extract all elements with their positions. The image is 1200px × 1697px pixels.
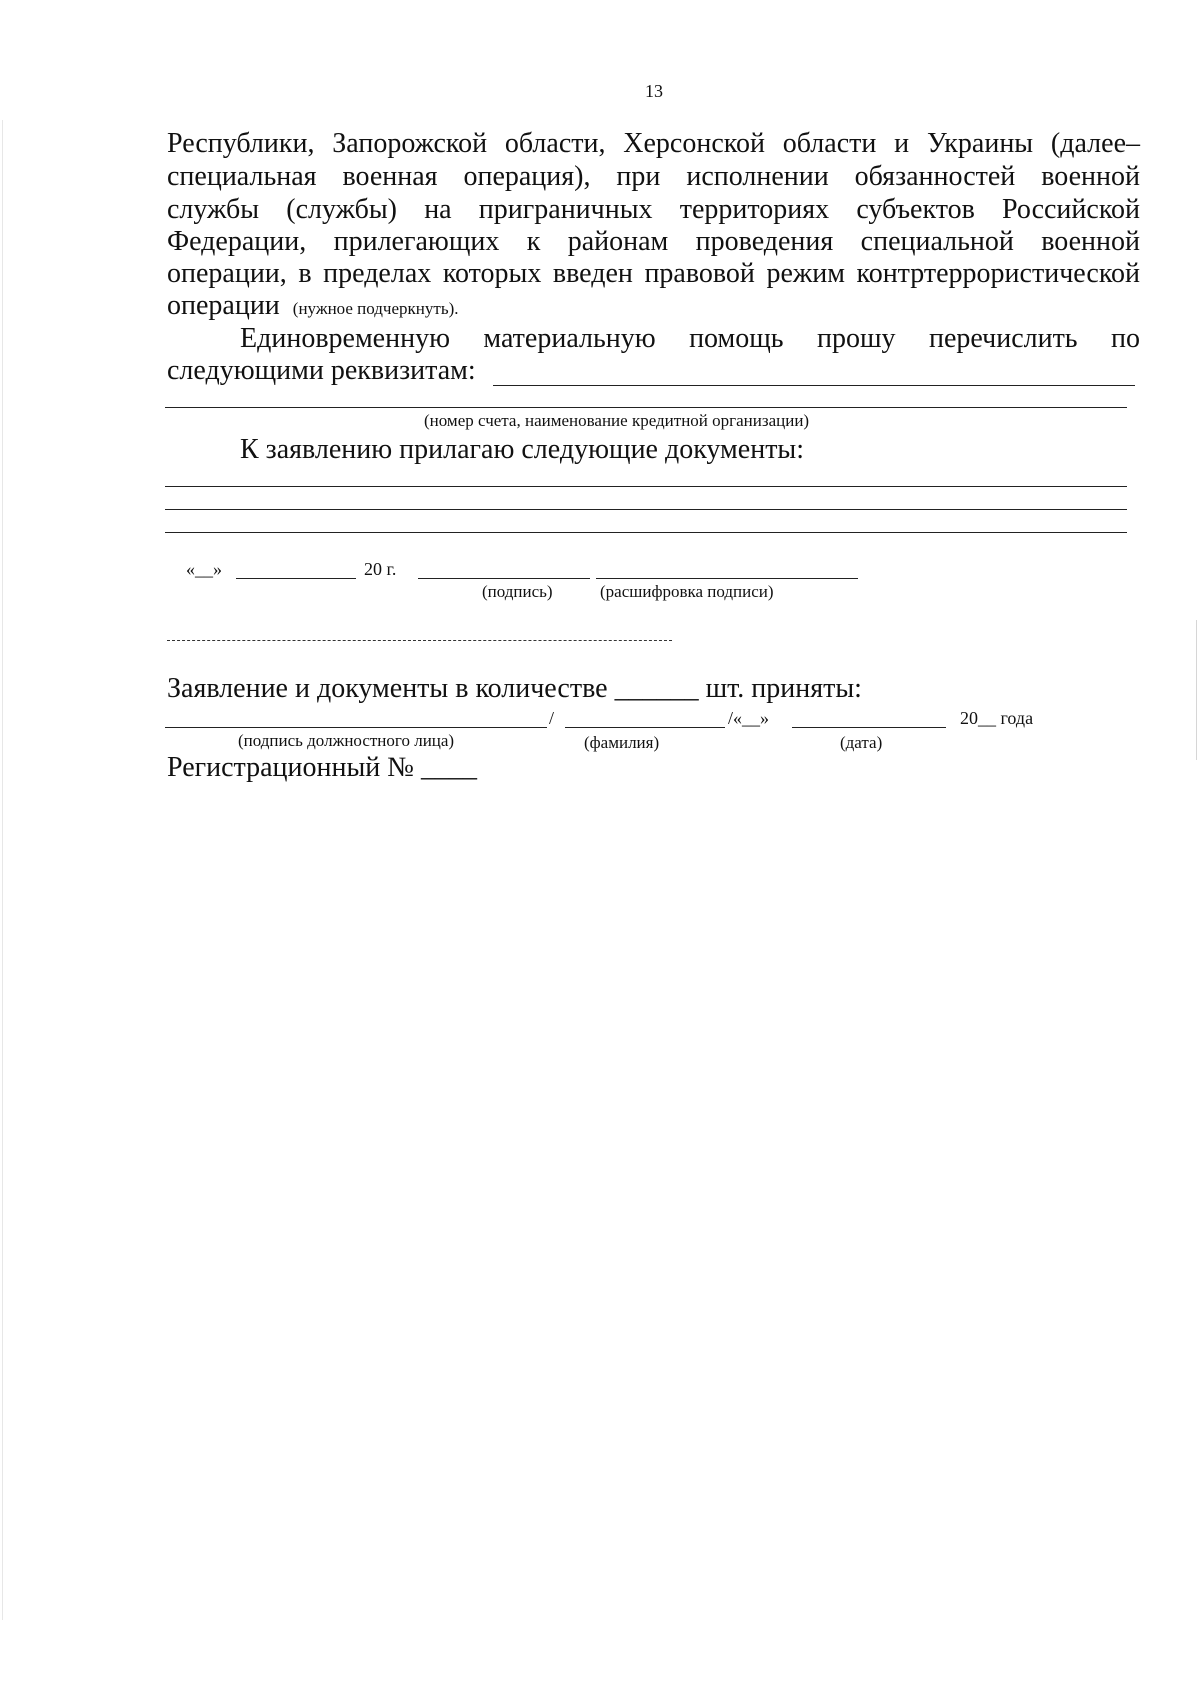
- paragraph-last-word: операции: [167, 290, 280, 321]
- documents-blank-line-3: [165, 532, 1127, 533]
- surname-caption: (фамилия): [584, 733, 660, 752]
- received-date-blank: [792, 727, 946, 728]
- date-month-blank: [236, 578, 356, 579]
- signature-blank: [418, 578, 590, 579]
- paragraph-last-line: [167, 290, 458, 322]
- documents-blank-line-1: [165, 486, 1127, 487]
- date-caption: (дата): [840, 733, 883, 752]
- cut-separator: [167, 640, 672, 641]
- registration-number: Регистрационный № ____: [167, 752, 477, 783]
- signature-decode-blank: [596, 578, 858, 579]
- account-blank-line-2: [165, 407, 1127, 408]
- paragraph-line-3: службы (службы) на приграничных территориях субъектов Российской: [167, 194, 1140, 225]
- date-year: 20 г.: [364, 559, 397, 579]
- date-day-quote: «__»: [186, 559, 222, 579]
- received-year: 20__ года: [960, 708, 1034, 728]
- scan-edge-left: [2, 120, 3, 1620]
- official-signature-blank: [165, 727, 547, 728]
- signature-caption: (подпись): [482, 582, 553, 601]
- received-prefix: Заявление и документы в количестве: [167, 673, 608, 704]
- documents-blank-line-2: [165, 509, 1127, 510]
- payment-details-label: следующими реквизитам:: [167, 355, 476, 386]
- paragraph-line-4: Федерации, прилегающих к районам проведения специальной военной: [167, 226, 1140, 257]
- received-statement: [167, 673, 862, 705]
- official-signature-caption: (подпись должностного лица): [238, 731, 455, 750]
- page-number: 13: [645, 81, 663, 101]
- underline-note: (нужное подчеркнуть).: [292, 299, 459, 318]
- surname-blank: [565, 727, 725, 728]
- payment-request-line: Единовременную материальную помощь прошу перечислить по: [240, 323, 1140, 354]
- paragraph-line-5: операции, в пределах которых введен правовой режим контртеррористической: [167, 258, 1140, 289]
- account-caption: (номер счета, наименование кредитной организации): [424, 411, 810, 430]
- received-suffix: шт. приняты:: [705, 673, 862, 704]
- scan-edge-right: [1196, 620, 1197, 760]
- signature-decode-caption: (расшифровка подписи): [600, 582, 774, 601]
- paragraph-line-2: специальная военная операция), при исполнении обязанностей военной: [167, 161, 1140, 192]
- received-date-quote: /«__»: [728, 708, 770, 728]
- received-count-blank: ______: [614, 673, 699, 704]
- paragraph-line-1: Республики, Запорожской области, Херсонской области и Украины (далее–: [167, 128, 1140, 159]
- account-blank-line-1: [493, 385, 1135, 386]
- received-slash-1: /: [549, 708, 555, 728]
- documents-heading: К заявлению прилагаю следующие документы:: [240, 434, 805, 465]
